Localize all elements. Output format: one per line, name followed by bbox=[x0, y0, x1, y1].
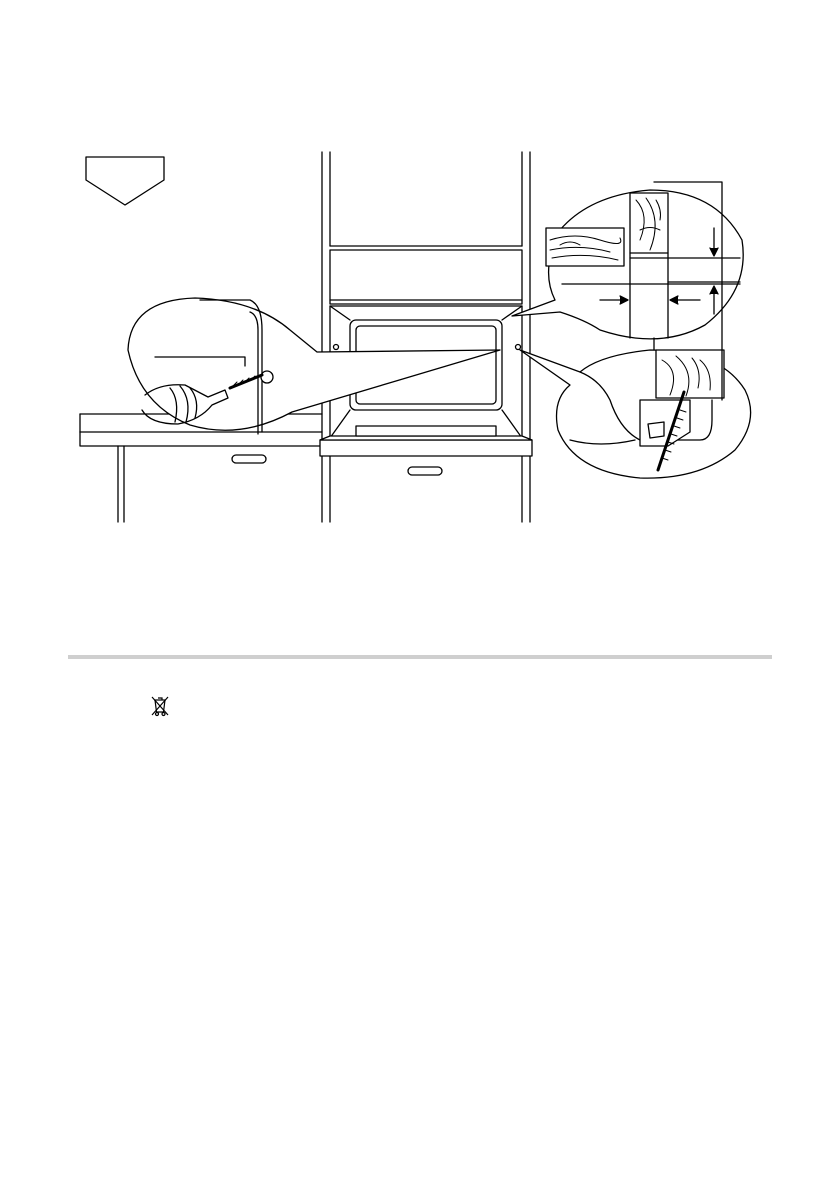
base-cabinet-left bbox=[80, 414, 322, 522]
wood-clearance-detail bbox=[512, 182, 743, 339]
crossed-wheelie-bin-icon bbox=[149, 694, 171, 718]
section-divider bbox=[68, 655, 772, 659]
tall-cabinet bbox=[322, 152, 530, 522]
installation-illustration bbox=[0, 0, 840, 560]
down-arrow-icon bbox=[86, 157, 164, 205]
